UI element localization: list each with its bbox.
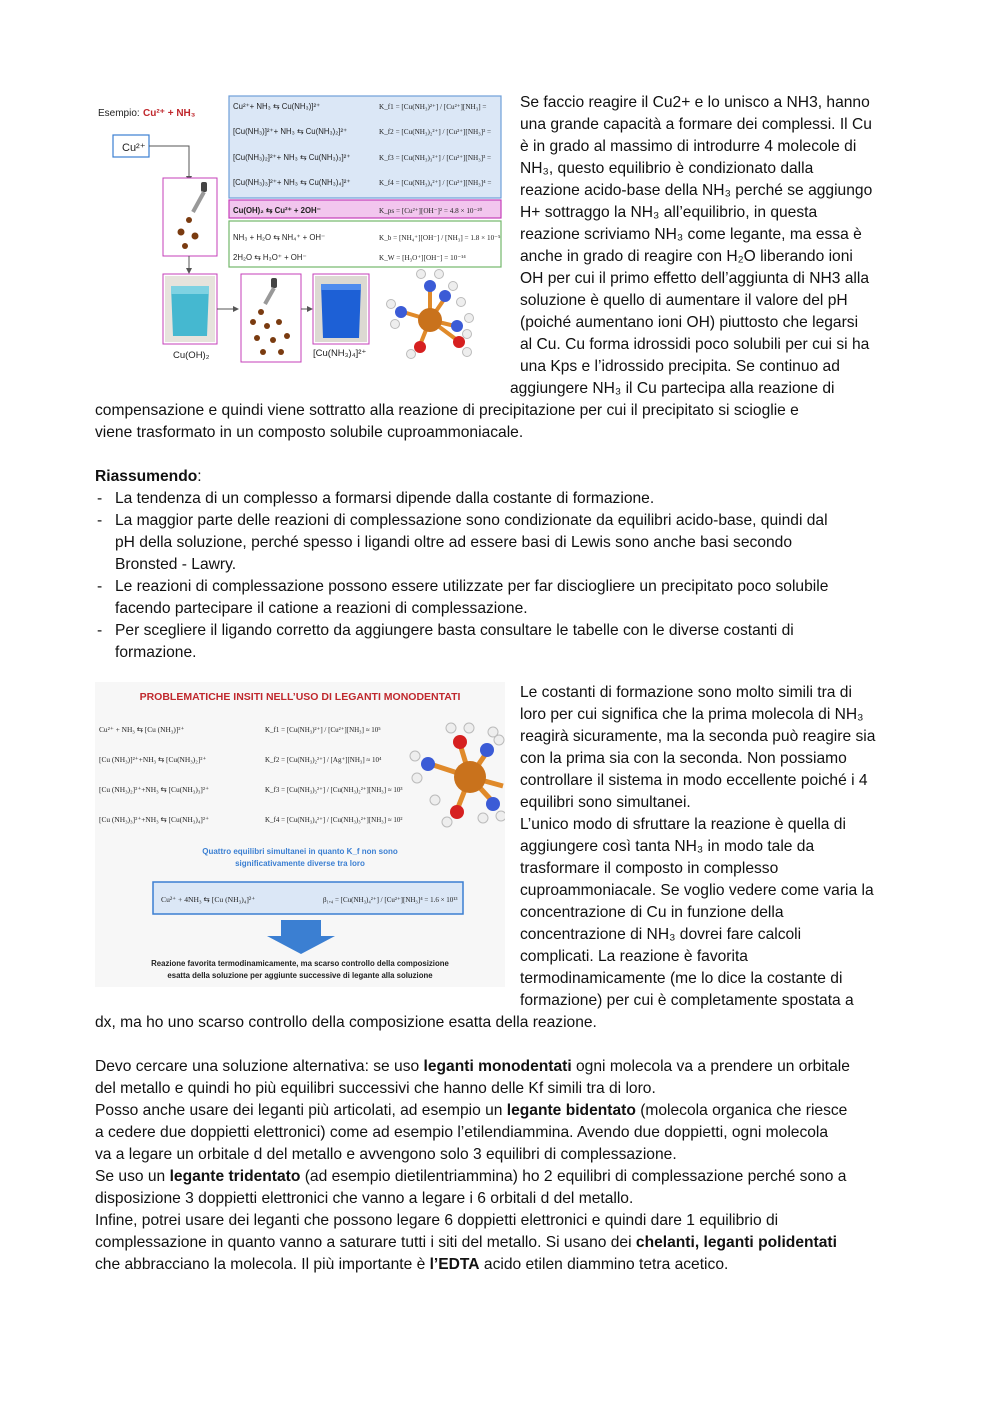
- p3-text: acido etilen diammino tetra acetico.: [479, 1256, 729, 1273]
- para1-line: soluzione è quello di aumentare il valore del pH: [520, 292, 848, 309]
- p3-line: [95, 1056, 850, 1078]
- fig1-reaction-2: [Cu(NH₃)]²⁺+ NH₃ ⇆ Cu(NH₃)₂]²⁺: [233, 127, 348, 136]
- para2-line: loro per cui significa che la prima molecola di NH₃: [520, 706, 864, 723]
- p3-text: (ad esempio dietilentriammina) ho 2 equilibri di complessazione perché sono a: [300, 1168, 847, 1185]
- p3-line: a cedere due doppietti elettronici) come ad esempio l’etilendiammina. Avendo due doppietti, ogni molecola: [95, 1124, 829, 1141]
- fig1-k-3: K_f3 = [Cu(NH₃)₃²⁺] / [Cu²⁺][NH₃]³ =: [379, 154, 492, 162]
- bullet-line: pH della soluzione, perché spesso i ligandi oltre ad essere basi di Lewis sono anche basi secondo: [115, 534, 793, 551]
- molecule-cu-ammonia-icon-1: [387, 270, 474, 359]
- fig1-k-4: K_f4 = [Cu(NH₃)₄²⁺] / [Cu²⁺][NH₃]⁴ =: [379, 179, 492, 187]
- paragraph-3: [95, 1056, 850, 1276]
- fig1-kb-reaction: NH₃ + H₂O ⇆ NH₄⁺ + OH⁻: [233, 233, 326, 242]
- fig2-overall-k: β₁,₄ = [Cu(NH₃)₄²⁺] / [Cu²⁺][NH₃]⁴ = 1.6 × 10¹³: [323, 896, 458, 904]
- figure-monodentate-ligands: [95, 682, 505, 987]
- beaker-complex-icon: [315, 276, 367, 342]
- fig2-overall-reaction: Cu²⁺ + 4NH₃ ⇆ [Cu (NH₃)₄]²⁺: [161, 895, 256, 904]
- para1-tail-line: compensazione e quindi viene sottratto alla reazione di precipitazione per cui il precipitato si scioglie e: [95, 402, 799, 419]
- label-cuoh2: Cu(OH)₂: [173, 350, 210, 361]
- summary-section: [95, 466, 828, 664]
- para2-line: cuproammoniacale. Se voglio vedere come varia la: [520, 882, 874, 899]
- fig2-reaction-2: [Cu (NH₃)]²⁺+NH₃ ⇆ [Cu(NH₃)₂]²⁺: [99, 755, 207, 764]
- fig1-kps-k: K_ps = [Cu²⁺][OH⁻]² = 4.8 × 10⁻²⁰: [379, 207, 483, 215]
- p3-line: [95, 1232, 850, 1254]
- p3-text: Se uso un: [95, 1168, 170, 1185]
- fig1-k-1: K_f1 = [Cu(NH₃)²⁺] / [Cu²⁺][NH₃] =: [379, 103, 487, 111]
- summary-heading: [95, 466, 828, 488]
- dropper-frame-2: [241, 274, 301, 362]
- fig2-reaction-3: [Cu (NH₃)₂]²⁺+NH₃ ⇆ [Cu(NH₃)₃]²⁺: [99, 785, 209, 794]
- para1-line: (poiché aumentano ioni OH) piuttosto che legarsi: [520, 314, 859, 331]
- bullet-line: - Per scegliere il ligando corretto da aggiungere basta consultare le tabelle con le diverse costanti di: [115, 622, 794, 639]
- fig1-kw-k: K_W = [H₃O⁺][OH⁻] = 10⁻¹⁴: [379, 254, 466, 262]
- para1-line: NH₃, questo equilibrio è condizionato dalla: [520, 160, 814, 177]
- para1-line: reazione acido-base della NH₃ perché se aggiungo: [520, 182, 873, 199]
- para1-line: al Cu. Cu forma idrossidi poco solubili per cui si ha: [520, 336, 870, 353]
- fig2-reaction-1: Cu²⁺ + NH₃ ⇆ [Cu (NH₃)]²⁺: [99, 725, 185, 734]
- para1-line: H+ sottraggo la NH₃ all’equilibrio, in questa: [520, 204, 818, 221]
- fig1-kw-reaction: 2H₂O ⇆ H₃O⁺ + OH⁻: [233, 253, 307, 262]
- fig1-reaction-4: [Cu(NH₃)₃]²⁺+ NH₃ ⇆ Cu(NH₃)₄]²⁺: [233, 178, 351, 187]
- para2-line: trasformare il composto in complesso: [520, 860, 779, 877]
- para2-line: equilibri sono simultanei.: [520, 794, 691, 811]
- summary-title: Riassumendo: [95, 468, 198, 485]
- paragraph-2: [520, 682, 875, 1012]
- bullet-line: formazione.: [115, 644, 197, 661]
- para1-line: reazione scriviamo NH₃ come legante, ma essa è: [520, 226, 862, 243]
- fig2-reaction-4: [Cu (NH₃)₃]²⁺+NH₃ ⇆ [Cu(NH₃)₄]²⁺: [99, 815, 209, 824]
- bullet-line: Bronsted - Lawry.: [115, 556, 237, 573]
- fig1-kb-k: K_b = [NH₄⁺][OH⁻] / [NH₃] = 1.8 × 10⁻⁵: [379, 234, 501, 242]
- para2-line: Le costanti di formazione sono molto simili tra di: [520, 684, 852, 701]
- figure-copper-ammonia-reactions: [95, 90, 505, 375]
- esempio-ions: Cu²⁺ + NH₃: [143, 108, 196, 119]
- fig2-note-line-2: significativamente diverse tra loro: [235, 859, 365, 868]
- para1-tail-line: aggiungere NH₃ il Cu partecipa alla reazione di: [510, 380, 835, 397]
- para1-line: è in grado al massimo di introdurre 4 molecole di: [520, 138, 857, 155]
- summary-bullet: [95, 488, 828, 510]
- p3-text: Devo cercare una soluzione alternativa: se uso: [95, 1058, 424, 1075]
- para2-line: L’unico modo di sfruttare la reazione è quella di: [520, 816, 846, 833]
- fig1-reaction-3: [Cu(NH₃)₂]²⁺+ NH₃ ⇆ Cu(NH₃)₃]²⁺: [233, 153, 351, 162]
- p3-text: (molecola organica che riesce: [635, 1102, 848, 1119]
- para1-line: OH per cui il primo effetto dell’aggiunta di NH3 alla: [520, 270, 870, 287]
- p3-bold-monodentati: leganti monodentati: [423, 1058, 572, 1075]
- bullet-line: - La maggior parte delle reazioni di complessazione sono condizionate da equilibri acido-base, quindi dal: [115, 512, 828, 529]
- p3-text: che abbracciano la molecola. Il più importante è: [95, 1256, 430, 1273]
- fig2-footer-line-1: Reazione favorita termodinamicamente, ma scarso controllo della composizione: [151, 959, 449, 968]
- fig2-note-line-1: Quattro equilibri simultanei in quanto K_f non sono: [202, 847, 398, 856]
- p3-line: [95, 1100, 850, 1122]
- esempio-label: Esempio:: [98, 108, 140, 119]
- para1-line: una grande capacità a formare dei complessi. Il Cu: [520, 116, 872, 133]
- p3-line: [95, 1166, 850, 1188]
- fig2-k-3: K_f3 = [Cu(NH₃)₃²⁺] / [Cu(NH₃)₂²⁺][NH₃] ≈ 10³: [265, 786, 403, 794]
- p3-line: Infine, potrei usare dei leganti che possono legare 6 doppietti elettronici e quindi dare 1 equilibrio di: [95, 1212, 779, 1229]
- bullet-line: - Le reazioni di complessazione possono essere utilizzate per far disciogliere un precipitato poco solubile: [115, 578, 829, 595]
- para2-line: aggiungere così tanta NH₃ in modo tale da: [520, 838, 815, 855]
- label-complex: [Cu(NH₃)₄]²⁺: [313, 348, 367, 359]
- para1-line: una Kps e l’idrossido precipita. Se continuo ad: [520, 358, 840, 375]
- para2-line: concentrazione di Cu in funzione della: [520, 904, 784, 921]
- p3-bold-bidentato: legante bidentato: [506, 1102, 636, 1119]
- dropper-frame-1: [163, 178, 217, 256]
- summary-bullet: [95, 620, 828, 664]
- para2-line: reagirà sicuramente, ma la seconda può reagire sia: [520, 728, 876, 745]
- fig2-footer-line-2: esatta della soluzione per aggiunte successive di legante alla soluzione: [167, 971, 433, 980]
- bullet-line: facendo partecipare il catione a reazioni di complessazione.: [115, 600, 528, 617]
- fig2-k-4: K_f4 = [Cu(NH₃)₄²⁺] / [Cu(NH₃)₃²⁺][NH₃] ≈ 10²: [265, 816, 403, 824]
- p3-line: del metallo e quindi ho più equilibri successivi che hanno delle Kf simili tra di loro.: [95, 1080, 656, 1097]
- paragraph-2-tail: [95, 1012, 597, 1034]
- fig1-k-2: K_f2 = [Cu(NH₃)₂²⁺] / [Cu²⁺][NH₃]² =: [379, 128, 492, 136]
- para2-tail-line: dx, ma ho uno scarso controllo della composizione esatta della reazione.: [95, 1014, 597, 1031]
- para1-tail-line: viene trasformato in un composto solubile cuproammoniacale.: [95, 424, 524, 441]
- para2-line: concentrazione di NH₃ dovrei fare calcoli: [520, 926, 802, 943]
- para2-line: controllare il sistema in modo eccellente poiché i 4: [520, 772, 868, 789]
- summary-colon: :: [197, 468, 202, 485]
- para1-line: Se faccio reagire il Cu2+ e lo unisco a NH3, hanno: [520, 94, 870, 111]
- bullet-line: - La tendenza di un complesso a formarsi dipende dalla costante di formazione.: [115, 490, 655, 507]
- p3-line: disposizione 3 doppietti elettronici che vanno a legare i 6 orbitali d del metallo.: [95, 1190, 634, 1207]
- p3-bold-chelanti: chelanti, leganti polidentati: [635, 1234, 837, 1251]
- fig2-k-2: K_f2 = [Cu(NH₃)₂²⁺] / [Ag⁺][NH₃] ≈ 10⁴: [265, 756, 382, 764]
- p3-text: Posso anche usare dei leganti più articolati, ad esempio un: [95, 1102, 507, 1119]
- beaker-cuoh2-icon: [165, 276, 215, 342]
- para2-line: formazione) per cui è completamente spostata a: [520, 992, 854, 1009]
- para2-line: complicati. La reazione è favorita: [520, 948, 748, 965]
- paragraph-1: [520, 92, 872, 378]
- summary-bullet: [95, 576, 828, 620]
- cu-ion-label: Cu²⁺: [122, 142, 146, 154]
- para2-line: con la prima sia con la seconda. Non possiamo: [520, 750, 847, 767]
- p3-text: ogni molecola va a prendere un orbitale: [571, 1058, 850, 1075]
- p3-bold-tridentato: legante tridentato: [169, 1168, 301, 1185]
- para1-line: anche in grado di reagire con H₂O liberando ioni: [520, 248, 853, 265]
- para2-line: termodinamicamente (me lo dice la costante di: [520, 970, 843, 987]
- summary-bullet: [95, 510, 828, 576]
- fig1-kps-reaction: Cu(OH)₂ ⇆ Cu²⁺ + 2OH⁻: [233, 206, 321, 215]
- fig2-k-1: K_f1 = [Cu(NH₃)²⁺] / [Cu²⁺][NH₃] ≈ 10⁵: [265, 726, 381, 734]
- fig1-reaction-1: Cu²⁺+ NH₃ ⇆ Cu(NH₃)]²⁺: [233, 102, 321, 111]
- p3-text: complessazione in quanto vanno a saturare tutti i siti del metallo. Si usano dei: [95, 1234, 636, 1251]
- p3-line: [95, 1254, 850, 1276]
- fig2-title: PROBLEMATICHE INSITI NELL’USO DI LEGANTI MONODENTATI: [139, 691, 461, 703]
- p3-line: va a legare un orbitale d del metallo e avvengono solo 3 equilibri di complessazione.: [95, 1146, 677, 1163]
- p3-bold-edta: l’EDTA: [429, 1256, 480, 1273]
- paragraph-1-tail: [95, 378, 834, 444]
